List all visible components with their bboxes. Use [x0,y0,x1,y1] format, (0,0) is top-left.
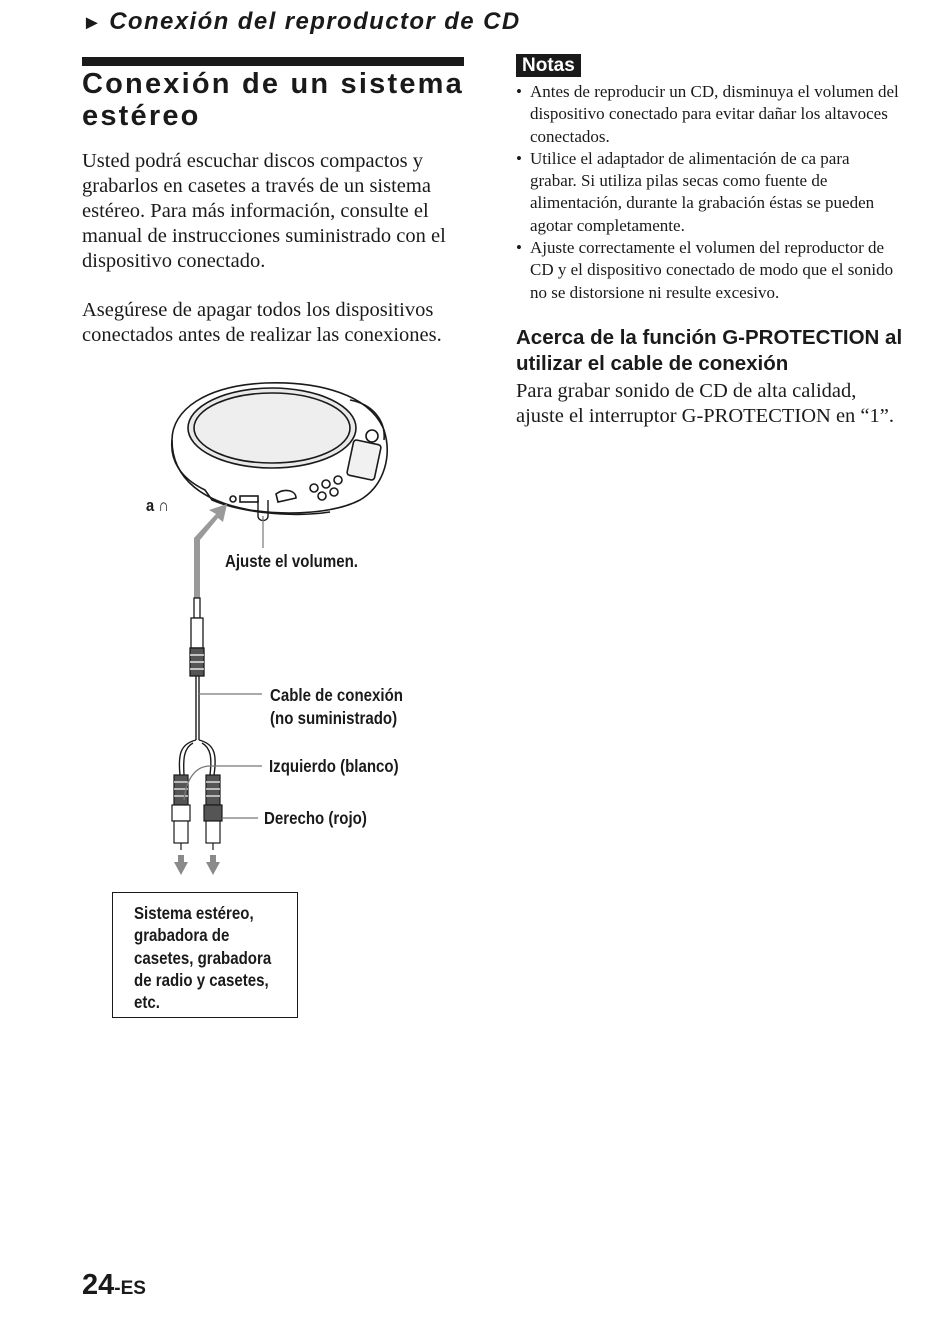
warning-paragraph: Asegúrese de apagar todos los dispositivos conectados antes de realizar las conexiones. [82,299,442,346]
note-item: • Ajuste correctamente el volumen del reproductor de CD y el dispositivo conectado de modo que el sonido no se distorsione ni resulte excesivo. [514,237,899,304]
destination-text: Sistema estéreo, grabadora de casetes, grabadora de radio y casetes, etc. [134,903,272,1013]
page-number-value: 24 [82,1269,115,1301]
note-item: • Antes de reproducir un CD, disminuya el volumen del dispositivo conectado para evitar dañar los altavoces conectados. [514,81,899,148]
output-arrows [174,855,220,875]
page-number [82,1268,146,1306]
connection-arrow [194,504,227,598]
gprotection-text: Para grabar sonido de CD de alta calidad, ajuste el interruptor G-PROTECTION en “1”. [516,380,895,427]
phones-jack-letter: a [146,496,155,515]
gprotection-title: Acerca de la función G-PROTECTION al utilizar el cable de conexión [516,326,903,375]
volume-label: Ajuste el volumen. [225,551,358,571]
stereo-mini-plug [190,598,204,676]
headphones-icon: ∩ [158,496,169,515]
intro-paragraph: Usted podrá escuchar discos compactos y grabarlos en casetes a través de un sistema estéreo. Para más información, consulte el manual de instrucciones suministrado con el dispositivo conectado. [82,150,446,272]
section-header-text: Conexión del reproductor de CD [109,8,521,35]
page-title: Conexión de un sistema estéreo [82,68,464,132]
cable-label: Cable de conexión (no suministrado) [270,685,403,728]
phones-jack-label [146,494,169,517]
note-item: • Utilice el adaptador de alimentación de ca para grabar. Si utiliza pilas secas como fuente de alimentación, durante la grabación éstas se pueden agotar completamente. [514,148,899,237]
triangle-bullet-icon: ► [82,12,104,34]
notes-badge: Notas [516,54,581,77]
right-channel-label: Derecho (rojo) [264,808,367,828]
rca-plug-right [204,775,222,850]
connection-cable [179,676,215,775]
left-channel-label: Izquierdo (blanco) [269,756,399,776]
page-number-suffix: -ES [114,1278,146,1299]
destination-box [112,892,298,1018]
cd-player-illustration [172,383,387,515]
